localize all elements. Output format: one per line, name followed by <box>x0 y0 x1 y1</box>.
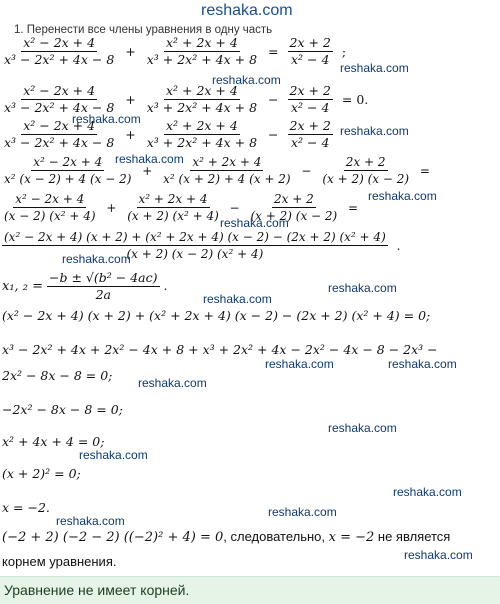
equation-5: $\frac{\text{x² − 2x + 4}}{\text{(x − 2) (x² + 4)}}$ + $\frac{\text{x² + 2x + 4}}{\text{(x + 2) (x² + 4)}}$ − $\frac{2x + 2}{(x + 2) (x - 2)}$ = <box>4 192 359 223</box>
equation-2: $\frac{\text{x² − 2x + 4}}{\text{x³ − 2x² + 4x − 8}}$ + $\frac{\text{x² + 2x + 4}}{\text{x³ + 2x² + 4x + 8}}$ − $\frac{2x + 2}{\text{x² − 4}}$ = 0. <box>4 83 369 115</box>
step-note: 1. Перенести все члены уравнения в одну часть <box>14 24 273 36</box>
watermark: reshaka.com <box>56 514 125 528</box>
watermark: reshaka.com <box>328 281 397 295</box>
watermark: reshaka.com <box>138 376 207 390</box>
solution-line-8: (−2 + 2) (−2 − 2) ((−2)² + 4) = 0, следовательно, x = −2 не является <box>2 529 451 545</box>
quadratic-formula: x₁, ₂ = $\frac{\text{−b ± √(b² − 4ac)}}{2a}$ . <box>2 270 168 302</box>
watermark: reshaka.com <box>62 252 131 266</box>
equation-6: (x² − 2x + 4) (x + 2) + (x² + 2x + 4) (x − 2) − (2x + 2) (x² + 4) (x + 2) (x − 2) (x² + 4) . <box>4 230 401 261</box>
watermark: reshaka.com <box>328 421 397 435</box>
watermark: reshaka.com <box>220 216 289 230</box>
watermark: reshaka.com <box>72 112 141 126</box>
watermark: reshaka.com <box>340 61 409 75</box>
equation-1: $\frac{\text{x² − 2x + 4}}{\text{x³ − 2x² + 4x − 8}}$ + $\frac{\text{x² + 2x + 4}}{\text{x³ + 2x² + 4x + 8}}$ = $\frac{2x + 2}{\text{x² − 4}}$ ; <box>4 35 347 67</box>
solution-line-7: x = −2. <box>2 500 50 515</box>
solution-line-2: x³ − 2x² + 4x + 2x² − 4x + 8 + x³ + 2x² + 4x − 2x² − 4x − 8 − 2x³ − <box>2 342 438 357</box>
equation-3: $\frac{\text{x² − 2x + 4}}{\text{x³ − 2x² + 4x − 8}}$ + $\frac{\text{x² + 2x + 4}}{\text{x³ + 2x² + 4x + 8}}$ − $\frac{2x + 2}{\text{x² − 4}}$ <box>4 118 331 150</box>
equation-4: $\frac{\text{x² − 2x + 4}}{\text{x² (x − 2) + 4 (x − 2)}}$ + $\frac{\text{x² + 2x + 4}}{\text{x² (x + 2) + 4 (x + 2)}}$ − $\frac{2x + 2}{(x + 2) (x - 2)}$ = <box>4 155 430 186</box>
watermark: reshaka.com <box>79 448 148 462</box>
watermark: reshaka.com <box>265 357 334 371</box>
watermark: reshaka.com <box>388 357 457 371</box>
answer-box <box>0 576 500 604</box>
solution-line-6: (x + 2)² = 0; <box>2 466 81 481</box>
watermark: reshaka.com <box>115 152 184 166</box>
solution-line-9: корнем уравнения. <box>2 554 117 569</box>
watermark: reshaka.com <box>393 485 462 499</box>
solution-line-1: (x² − 2x + 4) (x + 2) + (x² + 2x + 4) (x − 2) − (2x + 2) (x² + 4) = 0; <box>2 308 431 323</box>
answer-text: Уравнение не имеет корней. <box>4 582 190 598</box>
solution-line-3: 2x² − 8x − 8 = 0; <box>2 368 113 383</box>
watermark: reshaka.com <box>268 505 337 519</box>
solution-line-5: x² + 4x + 4 = 0; <box>2 434 105 449</box>
watermark: reshaka.com <box>212 73 281 87</box>
watermark: reshaka.com <box>340 124 409 138</box>
watermark: reshaka.com <box>368 189 437 203</box>
solution-line-4: −2x² − 8x − 8 = 0; <box>2 402 123 417</box>
watermark: reshaka.com <box>203 292 272 306</box>
site-header[interactable]: reshaka.com <box>201 2 293 19</box>
watermark: reshaka.com <box>404 548 473 562</box>
